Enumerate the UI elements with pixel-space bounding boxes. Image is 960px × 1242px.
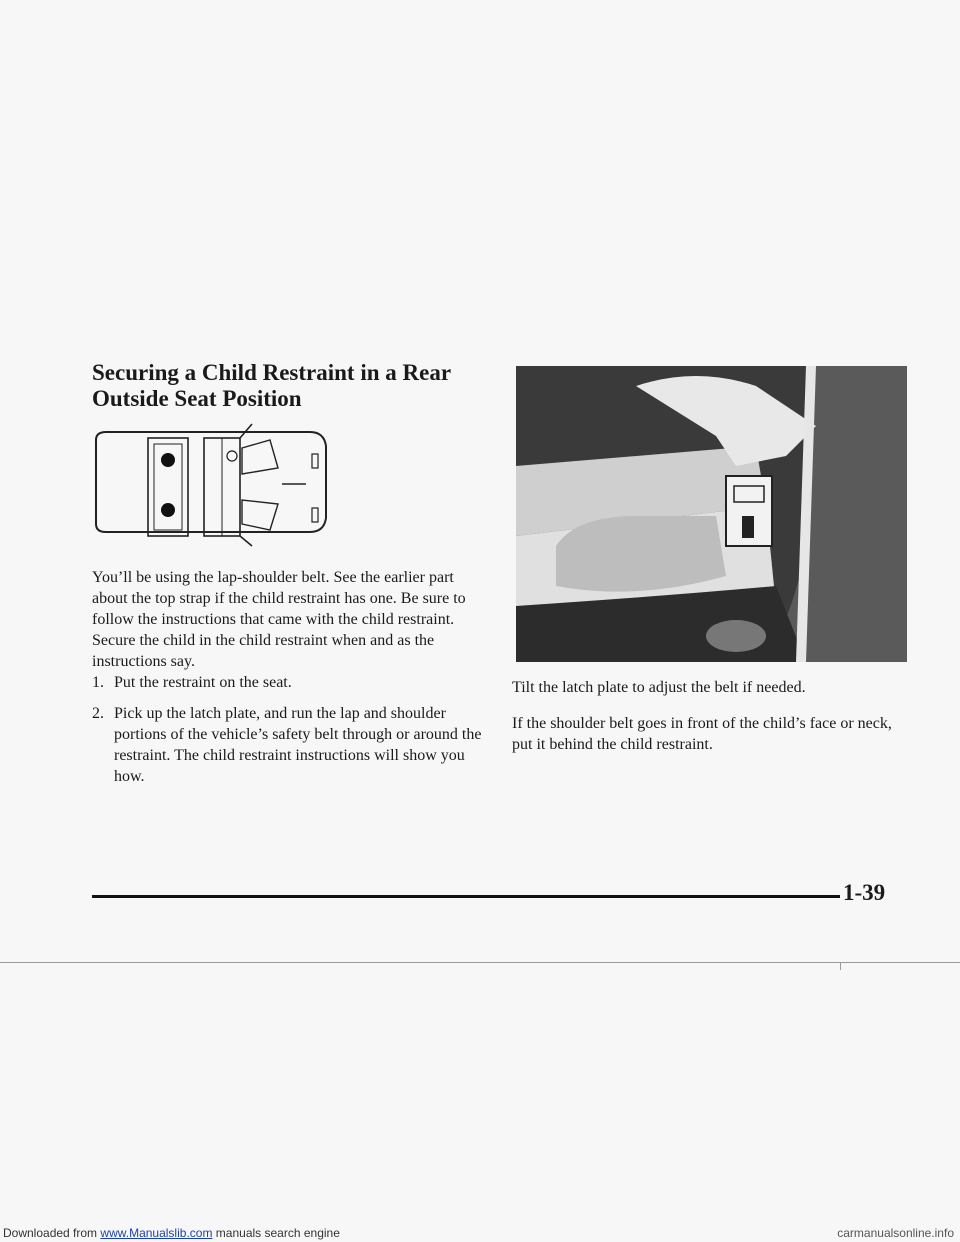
latch-plate-photo — [516, 366, 907, 662]
section-heading: Securing a Child Restraint in a Rear Outside Seat Position — [92, 360, 451, 411]
intro-paragraph: You’ll be using the lap-shoulder belt. See the earlier part about the top strap if the child restraint has one. Be sure to follow the instructions that came with the child restraint. Secure the child in the child restraint when and as the instructions say. — [92, 569, 466, 670]
step-number: 1. — [92, 674, 104, 691]
step-text: Pick up the latch plate, and run the lap and shoulder portions of the vehicle’s safety belt through or around the restraint. The child restraint instructions will show you how. — [114, 705, 482, 785]
page-number: 1-39 — [843, 880, 886, 905]
step-number: 2. — [92, 705, 104, 722]
footer-left — [3, 1224, 340, 1242]
steps-list — [92, 672, 492, 797]
step-text: Put the restraint on the seat. — [114, 674, 292, 691]
footer-prefix: Downloaded from — [3, 1226, 98, 1240]
tilt-paragraph: Tilt the latch plate to adjust the belt if needed. — [512, 679, 806, 696]
footer-watermark: carmanualsonline.info — [837, 1226, 954, 1240]
shoulder-belt-paragraph: If the shoulder belt goes in front of the child’s face or neck, put it behind the child restraint. — [512, 715, 892, 753]
list-item — [92, 703, 492, 787]
bottom-tick — [840, 962, 841, 970]
vehicle-seat-diagram — [92, 418, 332, 548]
footer-suffix: manuals search engine — [215, 1226, 340, 1240]
bottom-divider — [0, 962, 960, 963]
list-item — [92, 672, 492, 693]
download-footer — [0, 1224, 960, 1242]
manualslib-link[interactable]: www.Manualslib.com — [100, 1226, 213, 1240]
page-rule — [92, 895, 840, 898]
